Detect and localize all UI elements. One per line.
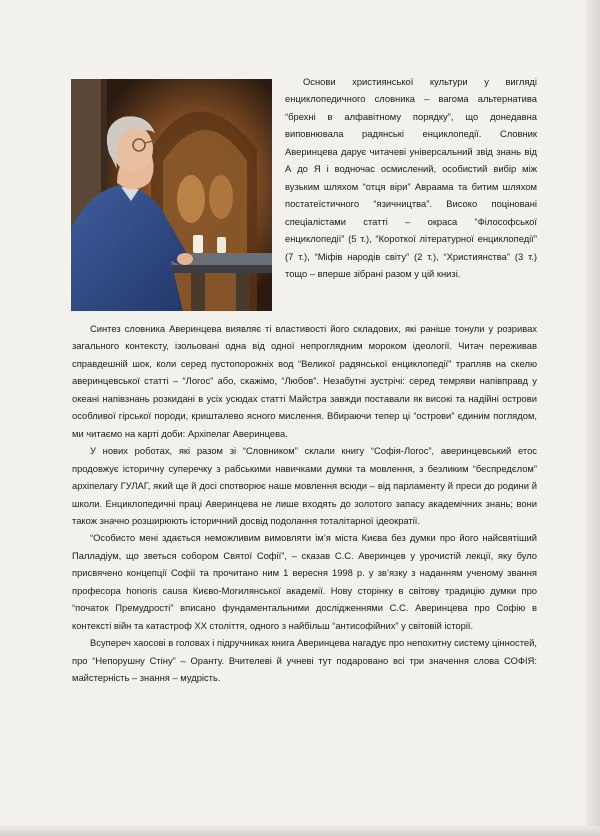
- intro-paragraph: Основи християнської культури у вигляді енциклопедичного словника – вагома альтернатива “брехні в алфавітному порядку”, що донедавна виповнювала радянські енциклопедії. Словник Аверинцева дарує читачеві універсальний звід знань від А до Я і водночас осмислений, особистий вибір між вузьким шляхом “отця віри” Авраама та битим шляхом постатеїстичного “язичництва”. Високо поціновані спеціалістами статті – окраса “Філософської енциклопедії” (5 т.), “Короткої літературної енциклопедії” (7 т.), “Міфів народів світу” (2 т.), “Християнства” (3 т.) тощо – вперше зібрані разом у цій книзі.: [285, 76, 537, 279]
- paragraph-archipelago: Синтез словника Аверинцева виявляє ті властивості його складових, які раніше тонули у розривах загального контексту, ізольовані одна від одної непроглядним мороком ідеології. Читач переживав справдешній шок, коли серед пустопорожніх вод “Великої радянської енциклопедії” трапляв на скелю аверинцевської статті – “Логос” або, скажімо, “Любов”. Незабутні зустрічі: серед темряви напівправд у океані напівзнань розкидані в усіх усюдах статті Майстра завжди поставали як високі та надійні острови особливої гірської породи, кришталево ясного мислення. Вбираючи тепер ці “острови” єдиним поглядом, ми читаємо на карті доби: Архіпелаг Аверинцева.: [72, 323, 537, 439]
- main-text: [72, 320, 537, 687]
- author-photo: [71, 79, 272, 311]
- page-edge-shadow: [586, 0, 600, 836]
- page-bottom-edge: [0, 826, 600, 836]
- author-photo-image: [71, 79, 272, 311]
- paragraph-kyiv-lecture: “Особисто мені здається неможливим вимовляти ім’я міста Києва без думки про його найсвятіший Палладіум, що зветься собором Святої Софії”, – сказав С.С. Аверинцев у урочистій лекції, яку було присвячено концепції Софії та прочитано ним 1 вересня 1998 р. у зв’язку з наданням ученому звання професора honoris causa Києво-Могилянської академії. Нову сторінку в світову традицію думки про “початок Премудрості” вписано фундаментальними дослідженнями С.С. Аверинцева про Софію в контексті війн та катастроф XX століття, одного з найбільш “антисофійних” у світовій історії.: [72, 532, 537, 631]
- paragraph-sophia-logos: У нових роботах, які разом зі “Словником” склали книгу “Софія-Логос”, аверинцевський етос продовжує історичну суперечку з рабськими навичками думки та мовлення, з безликим “беспредєлом” архіпелагу ГУЛАГ, який ще й досі спотворює наше мовлення всюди – від парламенту й преси до родини й школи. Енциклопедичні праці Аверинцева не лише входять до золотого запасу академічних знань; вони також значно розширюють історичний досвід подолання тоталітарної ідеократії.: [72, 445, 537, 526]
- paragraph-conclusion: Всупереч хаосові в головах і підручниках книга Аверинцева нагадує про непохитну систему цінностей, про “Непорушну Стіну” – Оранту. Вчителеві й учневі тут подаровано всі три значення слова СОФІЯ: майстерність – знання – мудрість.: [72, 637, 537, 684]
